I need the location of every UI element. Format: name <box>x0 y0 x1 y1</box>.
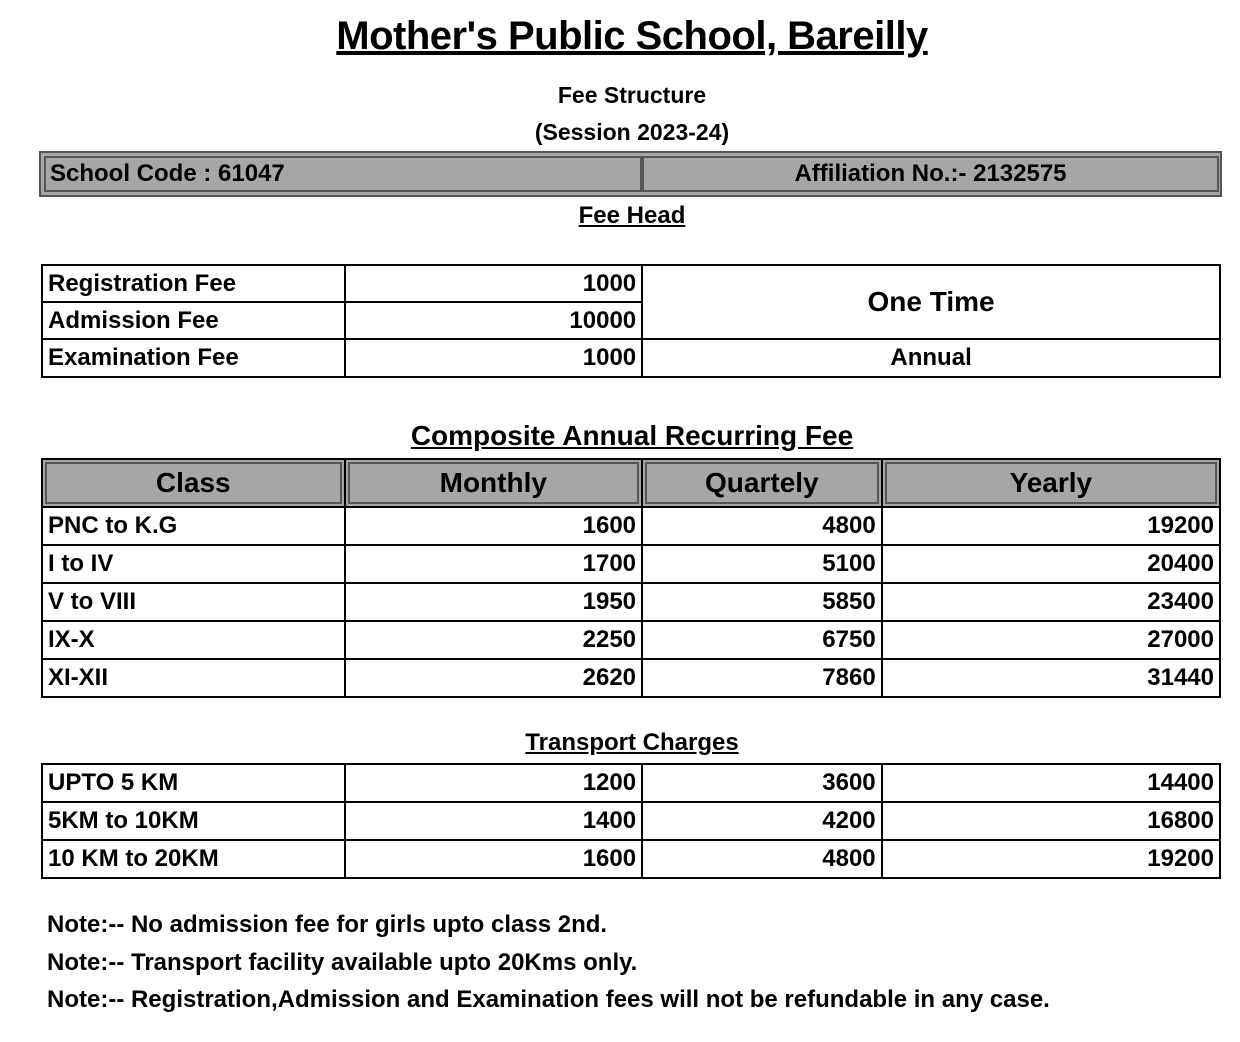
yearly-fee: 31440 <box>882 659 1220 697</box>
note-item: Note:-- Transport facility available upto 20Kms only. <box>47 948 638 976</box>
class-name: V to VIII <box>42 583 345 621</box>
quarterly-fee: 5850 <box>642 583 882 621</box>
class-name: I to IV <box>42 545 345 583</box>
transport-charges-table <box>41 763 1221 879</box>
yearly-fee: 19200 <box>882 507 1220 545</box>
note-item: Note:-- Registration,Admission and Examination fees will not be refundable in any case. <box>47 986 1050 1013</box>
monthly-fee: 2620 <box>345 659 642 697</box>
column-header-quarterly: Quartely <box>642 459 882 507</box>
quarterly-fee: 6750 <box>642 621 882 659</box>
table-row <box>42 802 1220 840</box>
fee-name: Registration Fee <box>42 265 345 302</box>
notes-section <box>47 906 1050 1019</box>
monthly-fee: 1950 <box>345 583 642 621</box>
fee-name: Admission Fee <box>42 302 345 339</box>
quarterly-charge: 4200 <box>642 802 882 840</box>
fee-head-table <box>41 264 1221 378</box>
quarterly-fee: 7860 <box>642 659 882 697</box>
school-info-bar <box>39 151 1222 197</box>
fee-name: Examination Fee <box>42 339 345 377</box>
yearly-fee: 20400 <box>882 545 1220 583</box>
quarterly-charge: 3600 <box>642 764 882 802</box>
one-time-label: One Time <box>642 265 1220 339</box>
column-header-yearly: Yearly <box>882 459 1220 507</box>
composite-fee-title: Composite Annual Recurring Fee <box>410 420 854 451</box>
quarterly-charge: 4800 <box>642 840 882 878</box>
monthly-fee: 1600 <box>345 507 642 545</box>
session-label: (Session 2023-24) <box>534 119 730 145</box>
table-row <box>42 507 1220 545</box>
table-row <box>42 545 1220 583</box>
annual-label: Annual <box>642 339 1220 377</box>
yearly-charge: 16800 <box>882 802 1220 840</box>
table-row <box>42 840 1220 878</box>
school-code: School Code : 61047 <box>44 156 642 192</box>
transport-charges-title: Transport Charges <box>525 729 739 756</box>
table-row <box>42 583 1220 621</box>
monthly-fee: 1700 <box>345 545 642 583</box>
school-title: Mother's Public School, Bareilly <box>336 14 928 58</box>
fee-amount: 1000 <box>345 265 642 302</box>
fee-structure-subtitle: Fee Structure <box>557 82 707 108</box>
quarterly-fee: 4800 <box>642 507 882 545</box>
table-row <box>42 764 1220 802</box>
table-row <box>42 621 1220 659</box>
class-name: IX-X <box>42 621 345 659</box>
yearly-fee: 27000 <box>882 621 1220 659</box>
distance-range: 5KM to 10KM <box>42 802 345 840</box>
distance-range: UPTO 5 KM <box>42 764 345 802</box>
table-row <box>42 339 1220 377</box>
affiliation-number: Affiliation No.:- 2132575 <box>642 156 1219 192</box>
class-name: XI-XII <box>42 659 345 697</box>
yearly-charge: 19200 <box>882 840 1220 878</box>
monthly-charge: 1400 <box>345 802 642 840</box>
monthly-charge: 1600 <box>345 840 642 878</box>
yearly-charge: 14400 <box>882 764 1220 802</box>
monthly-fee: 2250 <box>345 621 642 659</box>
fee-amount: 1000 <box>345 339 642 377</box>
note-item: Note:-- No admission fee for girls upto class 2nd. <box>47 911 608 938</box>
class-name: PNC to K.G <box>42 507 345 545</box>
table-row <box>42 265 1220 302</box>
table-row <box>42 659 1220 697</box>
yearly-fee: 23400 <box>882 583 1220 621</box>
quarterly-fee: 5100 <box>642 545 882 583</box>
distance-range: 10 KM to 20KM <box>42 840 345 878</box>
fee-head-title: Fee Head <box>578 202 686 229</box>
monthly-charge: 1200 <box>345 764 642 802</box>
column-header-monthly: Monthly <box>345 459 642 507</box>
column-header-class: Class <box>42 459 345 507</box>
table-header-row <box>42 459 1220 507</box>
fee-amount: 10000 <box>345 302 642 339</box>
composite-fee-table <box>41 458 1221 698</box>
